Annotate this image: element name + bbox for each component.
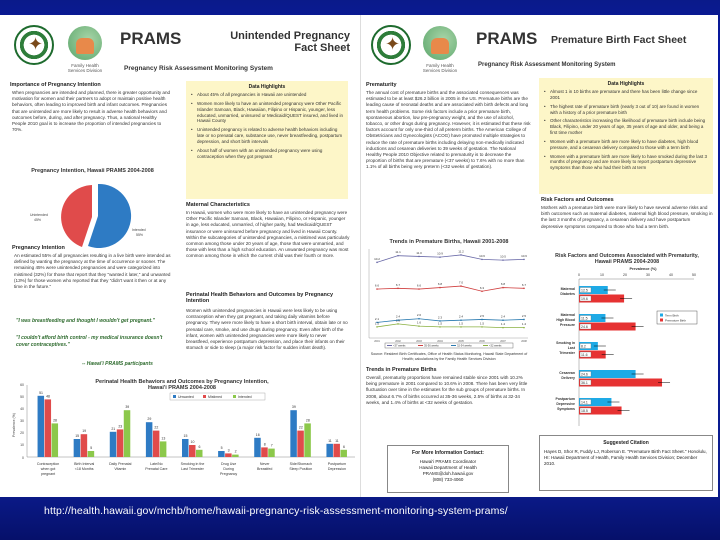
svg-text:30: 30 bbox=[20, 419, 24, 423]
svg-text:22: 22 bbox=[154, 425, 159, 430]
family-health-logo-icon bbox=[68, 26, 102, 60]
svg-text:Breastfed: Breastfed bbox=[257, 467, 273, 471]
svg-text:45%: 45% bbox=[34, 218, 42, 222]
svg-text:50: 50 bbox=[692, 273, 696, 277]
svg-text:2.5: 2.5 bbox=[521, 313, 527, 318]
brand-title: PRAMS bbox=[476, 29, 538, 48]
svg-text:Delivery: Delivery bbox=[561, 376, 575, 380]
brand-title: PRAMS bbox=[120, 29, 182, 48]
svg-text:11.0: 11.0 bbox=[416, 250, 422, 255]
svg-text:24.6: 24.6 bbox=[581, 372, 588, 377]
data-highlights-box bbox=[186, 81, 348, 199]
pregnancy-intention-pie-chart bbox=[10, 180, 180, 252]
svg-text:Postpartum: Postpartum bbox=[555, 397, 575, 401]
title-line-2: Fact Sheet bbox=[294, 42, 350, 55]
svg-text:5: 5 bbox=[90, 446, 93, 450]
svg-text:20: 20 bbox=[623, 273, 627, 277]
svg-text:15: 15 bbox=[183, 434, 188, 438]
svg-text:6.6: 6.6 bbox=[416, 283, 422, 288]
svg-text:8.2: 8.2 bbox=[581, 344, 586, 349]
svg-text:10: 10 bbox=[600, 273, 604, 277]
svg-text:Maternal: Maternal bbox=[560, 287, 575, 291]
svg-text:6.8: 6.8 bbox=[500, 282, 506, 287]
svg-text:19.6: 19.6 bbox=[581, 297, 588, 301]
svg-text:10.6: 10.6 bbox=[479, 253, 485, 258]
svg-text:Last Trimester: Last Trimester bbox=[181, 467, 204, 471]
svg-text:1.4: 1.4 bbox=[500, 322, 506, 327]
maternal-heading: Maternal Characteristics bbox=[186, 202, 250, 208]
highlight-item: • Women with a premature birth are more likely to have smoked during the last 3 months of pregnancy and are more likely to report postpartum depressive symptoms than those who had their birth at term bbox=[544, 154, 708, 172]
svg-text:30: 30 bbox=[646, 273, 650, 277]
svg-text:Smoking in: Smoking in bbox=[556, 341, 575, 345]
svg-text:13: 13 bbox=[161, 436, 166, 441]
svg-text:11.2: 11.2 bbox=[458, 249, 464, 254]
highlight-item: • Unintended pregnancy is related to adverse health behaviors including late or no prenatal care, substance use, never breastfeeding, postpartum depression, and short birth intervals bbox=[191, 127, 343, 145]
quote-1: "I was breastfeeding and thought I wouldn't get pregnant." bbox=[16, 318, 155, 324]
svg-text:Contraception: Contraception bbox=[36, 462, 60, 466]
svg-text:2005: 2005 bbox=[458, 340, 464, 343]
svg-text:60: 60 bbox=[20, 383, 24, 387]
svg-text:6: 6 bbox=[342, 444, 345, 449]
unintended-pregnancy-fact-sheet bbox=[0, 15, 360, 497]
svg-text:23: 23 bbox=[118, 424, 123, 429]
svg-text:6.7: 6.7 bbox=[521, 282, 527, 287]
highlight-item: • Other characteristics increasing the likelihood of premature birth include being Black, Filipino, under 20 years of age, 35 years of age and older, and being a first time mother bbox=[544, 118, 708, 136]
svg-text:1.6: 1.6 bbox=[416, 320, 422, 325]
svg-text:6.8: 6.8 bbox=[437, 282, 443, 287]
importance-text: When pregnancies are intended and planned, there is greater opportunity and motivation for women and their partners to adopt or maintain positive health behaviors, often leading to improved birth and infant outcomes. Pregnancies that are unintended are more likely to result in adverse health behaviors and outcomes before, during, and after pregnancy. Thus, a national Healthy People 2010 goal is to increase the proportion of intended pregnancies to 70%. bbox=[12, 90, 171, 133]
pie-chart-title: Pregnancy Intention, Hawaii PRAMS 2004-2008 bbox=[31, 168, 154, 174]
svg-text:Daily Prenatal: Daily Prenatal bbox=[109, 462, 132, 466]
svg-text:Last: Last bbox=[567, 346, 575, 350]
svg-text:<18 Months: <18 Months bbox=[74, 467, 94, 471]
quote-2: "I couldn't afford birth control - my medical insurance doesn't cover contraceptives." bbox=[16, 335, 163, 348]
svg-text:Trends in Premature Births, Ha: Trends in Premature Births, Hawaii 2001-2008 bbox=[389, 239, 509, 245]
svg-text:11: 11 bbox=[335, 438, 339, 443]
svg-text:15: 15 bbox=[75, 434, 80, 438]
svg-text:Unwanted: Unwanted bbox=[178, 395, 194, 399]
intention-text: An estimated 55% of all pregnancies resulting in a live birth were intended as defined by wanting the pregnancy at the time of occurrence or sooner. The remaining 45% were unintended pregnancies and were categorized into mistimed (32%) for those that report that they "wanted it later," and unwanted (13%) for those women who reported that they "didn't want it then or at any time in the future." bbox=[14, 253, 171, 289]
svg-text:Vitamin: Vitamin bbox=[114, 467, 127, 471]
risk-text: Mothers with a premature birth were more likely to have several adverse risks and birth outcomes such as maternal diabetes, maternal high blood pressure, smoking in the last 3 months of pregnancy, a cesarean delivery and have postpartum depressive symptoms compared to those who had a term birth. bbox=[541, 205, 713, 229]
svg-text:Prevalence (%): Prevalence (%) bbox=[629, 267, 657, 271]
contact-line: Hawaii Department of Health bbox=[419, 464, 477, 470]
contact-box bbox=[387, 445, 509, 493]
svg-text:High Blood: High Blood bbox=[556, 318, 575, 322]
sheet-title: Premature Birth Fact Sheet bbox=[551, 34, 687, 46]
svg-text:2: 2 bbox=[234, 449, 237, 454]
highlights-heading: Data Highlights bbox=[248, 84, 286, 90]
intention-heading: Pregnancy Intention bbox=[12, 245, 65, 251]
svg-text:Intended: Intended bbox=[238, 395, 252, 399]
svg-text:Hawai'i PRAMS 2004-2008: Hawai'i PRAMS 2004-2008 bbox=[148, 385, 216, 391]
svg-text:2003: 2003 bbox=[416, 340, 422, 343]
svg-text:6: 6 bbox=[198, 444, 201, 449]
svg-text:22: 22 bbox=[298, 425, 303, 430]
svg-text:Smoking in the: Smoking in the bbox=[180, 462, 205, 466]
svg-text:pregnant: pregnant bbox=[40, 472, 56, 476]
importance-heading: Importance of Pregnancy Intention bbox=[10, 82, 101, 88]
perinatal-heading: Perinatal Health Behaviors and Outcomes by Pregnancy Intention bbox=[186, 292, 334, 304]
citation-box bbox=[539, 435, 713, 491]
svg-text:2008: 2008 bbox=[521, 340, 527, 343]
svg-text:2002: 2002 bbox=[395, 340, 401, 343]
svg-text:Term Birth: Term Birth bbox=[665, 313, 679, 318]
prematurity-text: The annual cost of premature births and the associated consequences was estimated to be at least $26.2 billion in 2005 in the US. Premature births are the leading cause of neonatal deaths and are associated with birth defects and long term health problems. Some risk factors include a prior premature birth, spontaneous abortion, low pre-pregnancy weight, and the use of alcohol, tobacco, or other drugs during pregnancy. However, it is estimated that these risk factors account for only one-third of all preterm births. The American College of Obstetricians and Gynecologists (ACOG) have promoted multiple strategies to reduce the rate of premature births including delaying non-medically indicated inductions and cesarean deliveries to 39 weeks of gestation. The National Healthy People 2010 Objective related to prematurity is to decrease the proportion of births that are premature (<37 weeks) to 7.6% with no more than 1.1% of all births being very preterm (<32 weeks of gestation). bbox=[366, 90, 531, 170]
svg-text:10.5: 10.5 bbox=[500, 254, 506, 259]
svg-text:24.6: 24.6 bbox=[581, 325, 588, 329]
svg-text:Prenatal Care: Prenatal Care bbox=[145, 467, 168, 471]
svg-text:During: During bbox=[223, 467, 234, 471]
svg-text:Maternal: Maternal bbox=[560, 313, 575, 317]
svg-text:1.4: 1.4 bbox=[521, 322, 527, 327]
svg-text:2004: 2004 bbox=[437, 340, 443, 343]
svg-text:Pregnancy: Pregnancy bbox=[220, 472, 238, 476]
highlight-item: • Almost 1 in 10 births are premature and there has been little change since 2001 bbox=[544, 89, 708, 101]
svg-text:14.1: 14.1 bbox=[581, 400, 588, 405]
sheet-title bbox=[180, 30, 350, 54]
svg-text:6.6: 6.6 bbox=[374, 283, 380, 288]
svg-text:2.5: 2.5 bbox=[479, 313, 485, 318]
svg-text:28: 28 bbox=[53, 418, 58, 423]
svg-text:Postpartum: Postpartum bbox=[327, 462, 347, 466]
svg-text:1.5: 1.5 bbox=[374, 321, 380, 326]
svg-text:Birth Interval: Birth Interval bbox=[74, 462, 95, 466]
svg-text:Mistimed: Mistimed bbox=[208, 395, 223, 399]
svg-text:6.7: 6.7 bbox=[395, 282, 401, 287]
trends-text: Overall, prematurity proportions have remained stable since 2001 with 10.2% being premature in 2001 compared to 10.6% in 2008. There has been very little fluctuation over time in the estimates for the sub groups of premature births. In 2008, about 6.7% of births occurred at 35-36 weeks, 2.5% of births at 32-34 weeks, and 1.4% of births at <32 weeks of gestation. bbox=[366, 375, 528, 405]
svg-text:Depression: Depression bbox=[327, 467, 347, 471]
svg-text:Intended: Intended bbox=[132, 228, 146, 232]
title-line-1: Unintended Pregnancy bbox=[230, 30, 350, 42]
svg-text:0: 0 bbox=[578, 273, 580, 277]
prematurity-heading: Prematurity bbox=[366, 82, 397, 88]
svg-text:<37 weeks: <37 weeks bbox=[393, 344, 406, 348]
svg-text:16: 16 bbox=[255, 432, 260, 437]
contact-phone: (808) 733-4060 bbox=[432, 476, 464, 482]
prematurity-risk-bar-chart bbox=[537, 251, 717, 426]
svg-text:Risk Factors and Outcomes Asso: Risk Factors and Outcomes Associated with Prematurity, bbox=[555, 253, 699, 259]
svg-text:10.2: 10.2 bbox=[374, 256, 380, 261]
source-url-link[interactable]: http://health.hawaii.gov/mchb/home/hawaii-pregnancy-risk-assessment-monitoring-system-prams/ bbox=[44, 505, 508, 517]
svg-text:Trimester: Trimester bbox=[559, 351, 575, 355]
svg-text:10: 10 bbox=[190, 440, 195, 444]
svg-text:Perinatal Health Behaviors and: Perinatal Health Behaviors and Outcomes by Pregnancy Intention, bbox=[95, 379, 269, 385]
svg-text:Prevalence (%): Prevalence (%) bbox=[12, 413, 16, 437]
hawaii-state-seal-icon: ✦ bbox=[371, 25, 411, 65]
svg-text:1.5: 1.5 bbox=[479, 321, 485, 326]
svg-text:Cesarean: Cesarean bbox=[559, 371, 575, 375]
citation-heading: Suggested Citation bbox=[603, 440, 649, 446]
svg-text:21: 21 bbox=[111, 426, 116, 431]
svg-text:1.9: 1.9 bbox=[395, 318, 401, 323]
data-highlights-box bbox=[539, 78, 713, 194]
svg-text:40: 40 bbox=[20, 407, 24, 411]
risk-heading: Risk Factors and Outcomes bbox=[541, 197, 614, 203]
org-caption: Family Health Services Division bbox=[67, 63, 103, 74]
svg-text:2006: 2006 bbox=[479, 340, 485, 343]
highlight-item: • About 45% of all pregnancies in Hawaii are unintended bbox=[191, 92, 343, 98]
perinatal-outcomes-bar-chart bbox=[10, 375, 355, 495]
svg-text:Depressive: Depressive bbox=[556, 402, 575, 406]
svg-text:2.3: 2.3 bbox=[437, 315, 443, 320]
svg-text:2.4: 2.4 bbox=[500, 314, 506, 319]
svg-text:11.5: 11.5 bbox=[581, 316, 588, 321]
svg-text:55%: 55% bbox=[136, 233, 144, 237]
premature-birth-fact-sheet bbox=[360, 15, 718, 497]
svg-text:40: 40 bbox=[669, 273, 673, 277]
svg-text:5: 5 bbox=[220, 446, 223, 450]
svg-text:<32 weeks: <32 weeks bbox=[489, 344, 502, 348]
svg-text:1.5: 1.5 bbox=[458, 321, 464, 326]
org-caption: Family Health Services Division bbox=[422, 63, 458, 74]
highlight-item: • About half of women with an unintended pregnancy were using contraception when they got pregnant bbox=[191, 148, 343, 160]
quote-attribution: -- Hawai'i PRAMS participants bbox=[82, 361, 153, 367]
svg-text:35-36 weeks: 35-36 weeks bbox=[424, 344, 439, 348]
svg-text:Symptoms: Symptoms bbox=[557, 407, 575, 411]
svg-text:2.4: 2.4 bbox=[395, 314, 401, 319]
subtitle: Pregnancy Risk Assessment Monitoring System bbox=[478, 62, 616, 68]
highlight-item: • Women more likely to have an unintended pregnancy were Other Pacific Islander Samoan, Black, Hawaiian, Filipino or Hispanic, younger, less educated, unmarried, uninsured or Medicaid/QUEST insured, and lived in Hawaii County bbox=[191, 101, 343, 124]
svg-text:51: 51 bbox=[39, 390, 44, 395]
subtitle: Pregnancy Risk Assessment Monitoring System bbox=[124, 65, 273, 72]
svg-text:50: 50 bbox=[20, 395, 24, 399]
contact-email-link[interactable]: PRAMS@doh.hawaii.gov bbox=[422, 470, 474, 476]
family-health-logo-icon bbox=[423, 26, 457, 60]
svg-text:2.1: 2.1 bbox=[374, 316, 380, 321]
svg-text:Drug Use: Drug Use bbox=[221, 462, 237, 466]
svg-text:7: 7 bbox=[270, 443, 273, 448]
svg-text:10: 10 bbox=[20, 443, 24, 447]
svg-text:Premature Birth: Premature Birth bbox=[665, 318, 687, 323]
trend-chart-source: Source: Resident Birth Certificates, Office of Health Status Monitoring, Hawaii State Department of Health; calculations by the Family Health Services Division bbox=[370, 352, 528, 361]
svg-text:Unintended: Unintended bbox=[30, 213, 48, 217]
perinatal-text: Women with unintended pregnancies in Hawaii were less likely to be using contraception when they got pregnant, and taking daily vitamins before pregnancy. They were more likely to have a short birth interval, obtain late or no prenatal care, smoke, and use drugs during pregnancy. Even after birth of the infant, women with unintended pregnancies were more likely to never breastfeed, experience postpartum depression, and place their infants on their stomach or side to sleep (a major risk factor for sudden infant death). bbox=[186, 308, 348, 351]
citation-text: Hayes D, Shor R, Fuddy LJ, Roberson E. "Premature Birth Fact Sheet." Honolulu, HI: Hawaii Department of Health, Family Health Services Division; December 2010. bbox=[544, 448, 707, 466]
svg-text:20: 20 bbox=[20, 431, 24, 435]
svg-text:Diabetes: Diabetes bbox=[560, 292, 575, 296]
svg-text:Pressure: Pressure bbox=[560, 323, 575, 327]
svg-text:29: 29 bbox=[147, 417, 152, 422]
maternal-text: In Hawaii, women who were more likely to have an unintended pregnancy were Other Pacific Islander Samoan, Black, Hawaiian, Filipino, or Hispanic, younger in age, less educated, unmarried, of higher parity, had Medicaid/QUEST insurance or were uninsured before pregnancy and lived in Hawaii County. Within the subcategories of unintended pregnancies, a mistimed was particularly common among those under 20 years of age, those that were unmarried, and those with less than a high school education. An unwanted pregnancy was most common among those in which the current child was their fourth or more. bbox=[186, 210, 350, 259]
highlight-item: • The highest rate of premature birth (nearly 3 out of 10) are found in women with a history of a prior premature birth bbox=[544, 104, 708, 116]
svg-text:Never: Never bbox=[259, 462, 270, 466]
svg-text:6.3: 6.3 bbox=[479, 285, 485, 290]
svg-text:39: 39 bbox=[291, 405, 296, 410]
svg-text:Sleep Position: Sleep Position bbox=[289, 467, 313, 471]
svg-text:11: 11 bbox=[328, 438, 332, 443]
trends-heading: Trends in Premature Births bbox=[366, 367, 437, 373]
svg-text:1.5: 1.5 bbox=[437, 321, 443, 326]
svg-text:2007: 2007 bbox=[500, 340, 506, 343]
svg-text:8: 8 bbox=[263, 442, 266, 447]
svg-text:28: 28 bbox=[305, 418, 310, 423]
svg-text:0: 0 bbox=[22, 456, 24, 460]
svg-text:19: 19 bbox=[82, 429, 87, 434]
svg-text:11.1: 11.1 bbox=[395, 250, 401, 255]
svg-text:48: 48 bbox=[46, 394, 51, 399]
svg-text:32-34 weeks: 32-34 weeks bbox=[457, 344, 472, 348]
svg-text:39: 39 bbox=[125, 405, 130, 410]
contact-heading: For More Information Contact: bbox=[412, 450, 484, 456]
highlight-item: • Women with a premature birth are more likely to have diabetes, high blood pressure, and a cesarean delivery compared to those with a term birth bbox=[544, 139, 708, 151]
svg-text:Side/Stomach: Side/Stomach bbox=[289, 462, 313, 466]
svg-text:10.9: 10.9 bbox=[437, 251, 443, 256]
svg-text:Hawaii PRAMS 2004-2008: Hawaii PRAMS 2004-2008 bbox=[594, 259, 660, 265]
contact-line: Hawai'i PRAMS Coordinator bbox=[419, 458, 477, 464]
highlights-heading: Data Highlights bbox=[607, 81, 645, 87]
svg-text:2.4: 2.4 bbox=[458, 314, 464, 319]
svg-text:Late/No: Late/No bbox=[150, 462, 163, 466]
hawaii-state-seal-icon: ✦ bbox=[14, 25, 54, 65]
svg-text:10.6: 10.6 bbox=[521, 253, 527, 258]
svg-text:7.0: 7.0 bbox=[458, 280, 464, 285]
svg-text:2001: 2001 bbox=[374, 340, 380, 343]
svg-text:when got: when got bbox=[40, 467, 56, 471]
svg-text:3: 3 bbox=[227, 448, 230, 453]
svg-text:11.6: 11.6 bbox=[581, 353, 588, 357]
svg-text:36.1: 36.1 bbox=[581, 381, 588, 385]
svg-text:2.6: 2.6 bbox=[416, 313, 422, 318]
svg-text:18.5: 18.5 bbox=[581, 409, 588, 413]
svg-text:12.5: 12.5 bbox=[581, 288, 588, 293]
